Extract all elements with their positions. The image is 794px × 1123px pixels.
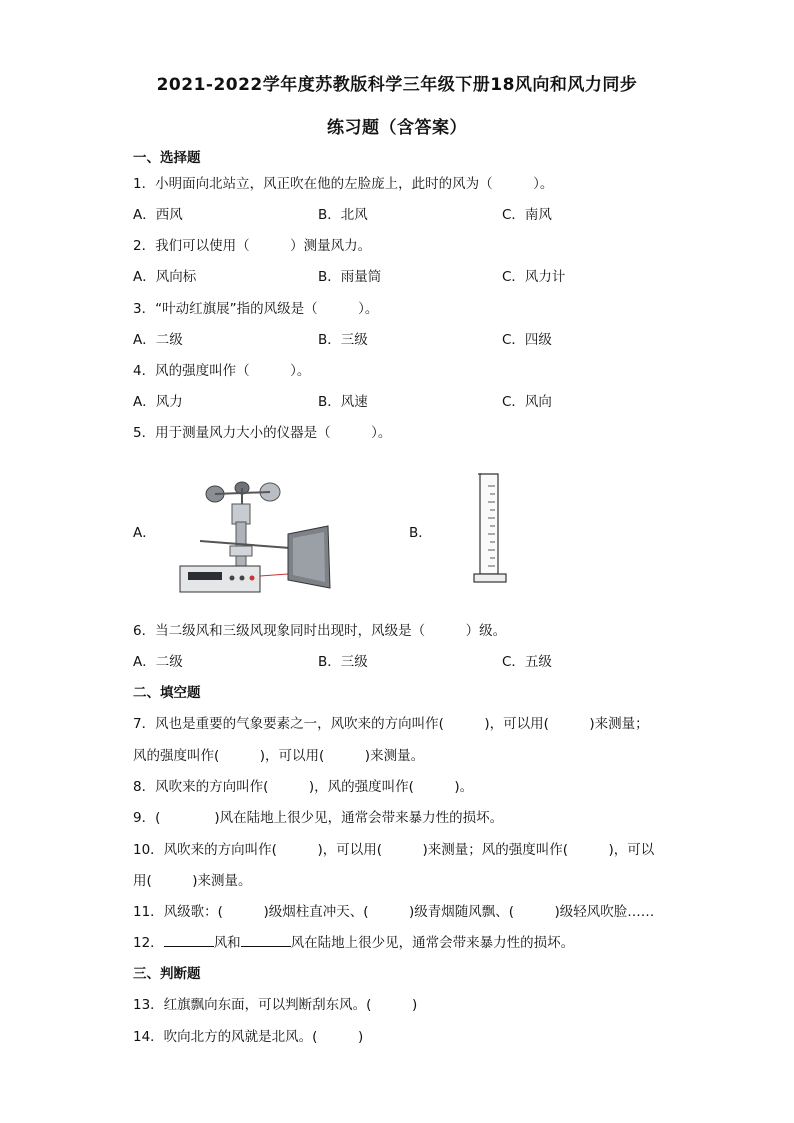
- question-12-suffix: 风在陆地上很少见，通常会带来暴力性的损坏。: [290, 935, 575, 951]
- question-10-line2: 用( )来测量。: [133, 873, 252, 889]
- question-4-option-b: B．风速: [318, 394, 368, 410]
- question-10-line1: 10．风吹来的方向叫作( )，可以用( )来测量；风的强度叫作( )，可以: [133, 842, 655, 858]
- question-4-text: 4．风的强度叫作（ ）。: [133, 363, 311, 379]
- answer-blank: [164, 934, 214, 947]
- question-12-prefix: 12．: [133, 935, 164, 951]
- question-4-option-c: C．风向: [502, 394, 552, 410]
- section-heading-fill: 二、填空题: [133, 685, 201, 701]
- question-1-option-a: A．西风: [133, 207, 183, 223]
- question-11-text: 11．风级歌：( )级烟柱直冲天、( )级青烟随风飘、( )级轻风吹脸……: [133, 904, 655, 920]
- question-5-option-b: B．: [409, 525, 432, 541]
- section-heading-choice: 一、选择题: [133, 150, 201, 166]
- question-6-option-a: A．二级: [133, 654, 183, 670]
- question-1-option-b: B．北风: [318, 207, 368, 223]
- question-2-option-b: B．雨量筒: [318, 269, 382, 285]
- question-3-option-a: A．二级: [133, 332, 183, 348]
- question-5-option-a: A．: [133, 525, 156, 541]
- question-4-option-a: A．风力: [133, 394, 183, 410]
- question-14-text: 14．吹向北方的风就是北风。( ): [133, 1029, 364, 1045]
- measuring-cylinder-image: [470, 470, 510, 588]
- section-heading-judge: 三、判断题: [133, 966, 201, 982]
- question-3-option-c: C．四级: [502, 332, 552, 348]
- question-12-text: [133, 931, 574, 951]
- question-6-option-c: C．五级: [502, 654, 552, 670]
- question-3-text: 3．“叶动红旗展”指的风级是（ ）。: [133, 301, 379, 317]
- question-5-text: 5．用于测量风力大小的仪器是（ ）。: [133, 425, 392, 441]
- question-1-option-c: C．南风: [502, 207, 552, 223]
- page-title-line2: 练习题（含答案）: [327, 118, 467, 138]
- question-12-mid: 风和: [213, 935, 241, 951]
- page-title-line1: 2021-2022学年度苏教版科学三年级下册18风向和风力同步: [156, 75, 638, 95]
- anemometer-image: [170, 476, 350, 596]
- question-7-line1: 7．风也是重要的气象要素之一，风吹来的方向叫作( )，可以用( )来测量；: [133, 716, 649, 732]
- question-3-option-b: B．三级: [318, 332, 368, 348]
- question-2-option-c: C．风力计: [502, 269, 566, 285]
- question-2-text: 2．我们可以使用（ ）测量风力。: [133, 238, 372, 254]
- question-8-text: 8．风吹来的方向叫作( )，风的强度叫作( )。: [133, 779, 474, 795]
- question-2-option-a: A．风向标: [133, 269, 197, 285]
- question-13-text: 13．红旗飘向东面，可以判断刮东风。( ): [133, 997, 418, 1013]
- question-9-text: 9．( )风在陆地上很少见，通常会带来暴力性的损坏。: [133, 810, 504, 826]
- question-6-text: 6．当二级风和三级风现象同时出现时，风级是（ ）级。: [133, 623, 507, 639]
- question-7-line2: 风的强度叫作( )，可以用( )来测量。: [133, 748, 425, 764]
- question-1-text: 1．小明面向北站立，风正吹在他的左脸庞上，此时的风为（ ）。: [133, 176, 554, 192]
- question-6-option-b: B．三级: [318, 654, 368, 670]
- answer-blank: [241, 934, 291, 947]
